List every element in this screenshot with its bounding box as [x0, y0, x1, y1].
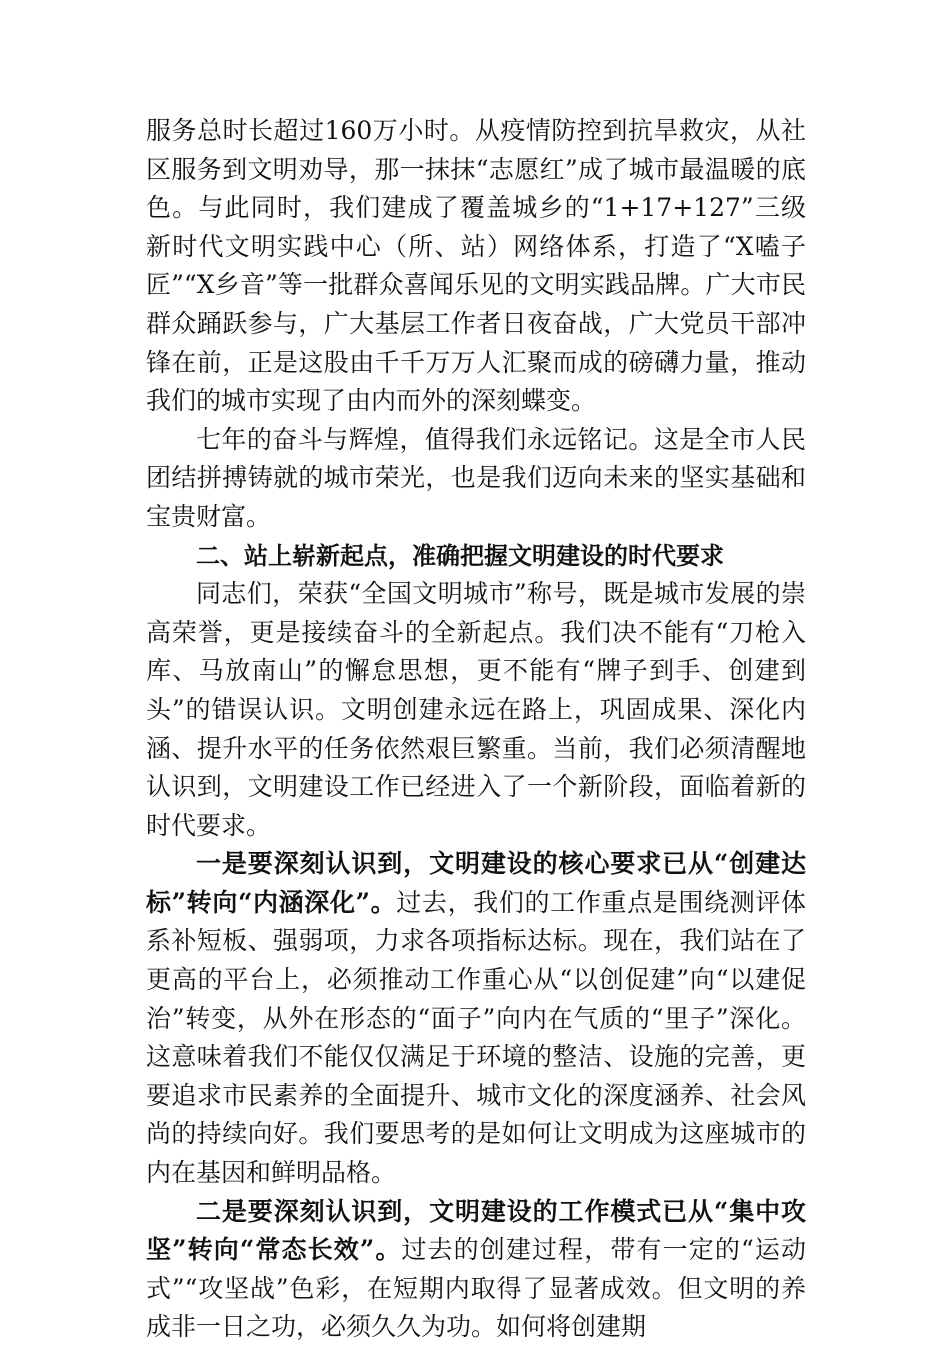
section-heading-2: 二、站上崭新起点，准确把握文明建设的时代要求: [196, 541, 724, 570]
paragraph-seven-years: 七年的奋斗与辉煌，值得我们永远铭记。这是全市人民团结拼搏铸就的城市荣光，也是我们迈向未来的坚实基础和宝贵财富。: [146, 424, 806, 531]
point-one-body: 过去，我们的工作重点是围绕测评体系补短板、强弱项，力求各项指标达标。现在，我们站在了更高的平台上，必须推动工作重心从“以创促建”向“以建促治”转变，从外在形态的“面子”向内在气质的“里子”深化。这意味着我们不能仅仅满足于环境的整洁、设施的完善，更要追求市民素养的全面提升、城市文化的深度涵养、社会风尚的持续向好。我们要思考的是如何让文明成为这座城市的内在基因和鲜明品格。: [146, 887, 807, 1188]
paragraph-point-one: [146, 845, 806, 1192]
point-two-body: 过去的创建过程，带有一定的“运动式”“攻坚战”色彩，在短期内取得了显著成效。但文明的养成非一日之功，必须久久为功。如何将创建期: [146, 1235, 806, 1342]
paragraph-volunteer-service: 服务总时长超过160万小时。从疫情防控到抗旱救灾，从社区服务到文明劝导，那一抹抹“志愿红”成了城市最温暖的底色。与此同时，我们建成了覆盖城乡的“1+17+127”三级新时代文明实践中心（所、站）网络体系，打造了“X嗑子匠”“X乡音”等一批群众喜闻乐见的文明实践品牌。广大市民群众踊跃参与，广大基层工作者日夜奋战，广大党员干部冲锋在前，正是这股由千千万万人汇聚而成的磅礴力量，推动我们的城市实现了由内而外的深刻蝶变。: [146, 116, 806, 416]
paragraph-point-two: [146, 1193, 806, 1347]
paragraph-new-starting-point: 同志们，荣获“全国文明城市”称号，既是城市发展的崇高荣誉，更是接续奋斗的全新起点。我们决不能有“刀枪入库、马放南山”的懈怠思想，更不能有“牌子到手、创建到头”的错误认识。文明创建永远在路上，巩固成果、深化内涵、提升水平的任务依然艰巨繁重。当前，我们必须清醒地认识到，文明建设工作已经进入了一个新阶段，面临着新的时代要求。: [146, 579, 806, 840]
point-two-lead: 二是要深刻认识到，文明建设的工作模式已从“集中攻坚”转向“常态长效”。: [146, 1196, 806, 1265]
point-one-lead: 一是要深刻认识到，文明建设的核心要求已从“创建达标”转向“内涵深化”。: [146, 849, 806, 917]
document-page: [146, 112, 806, 1347]
